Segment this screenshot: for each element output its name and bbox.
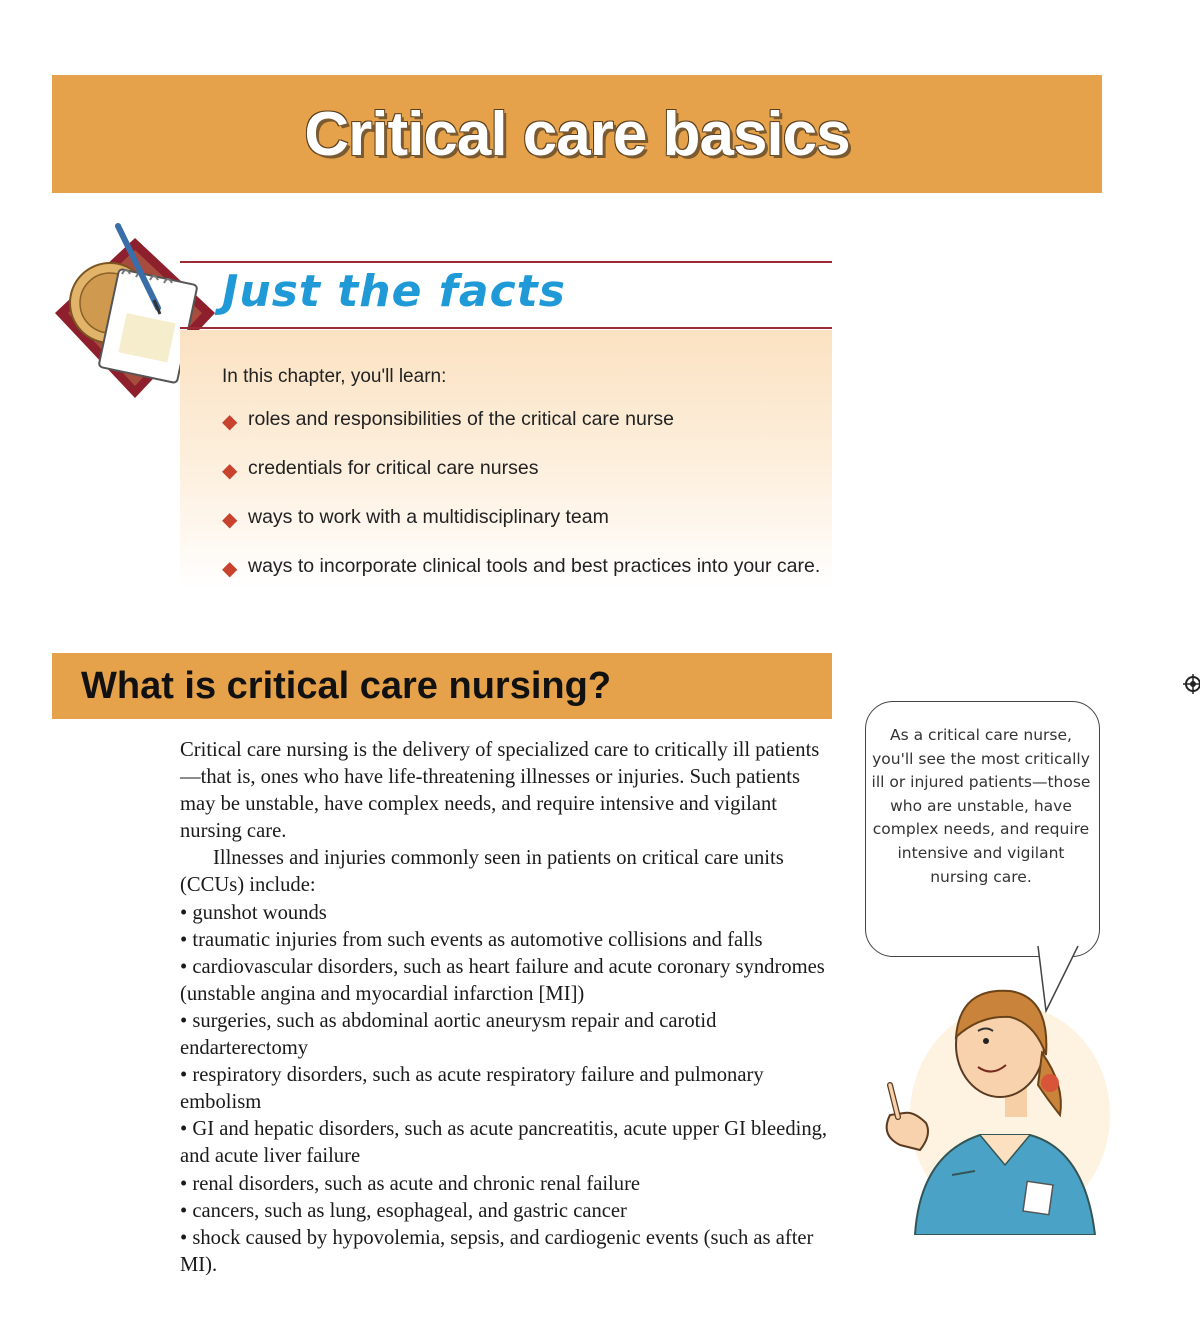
- facts-intro: In this chapter, you'll learn:: [222, 366, 447, 387]
- paragraph: Critical care nursing is the delivery of specialized care to critically ill patients—that is, ones who have life-threatening illnesses or injuries. Such patients may be unstable, have complex needs, and require intensive and vigilant nursing care.: [180, 739, 820, 843]
- diamond-bullet-icon: ◆: [222, 411, 238, 433]
- paragraph: Illnesses and injuries commonly seen in patients on critical care units (CCUs) include:: [180, 847, 784, 897]
- list-item: • surgeries, such as abdominal aortic aneurysm repair and carotid endarterectomy: [180, 1008, 835, 1062]
- list-item: ◆ ways to incorporate clinical tools and best practices into your care.: [222, 551, 822, 582]
- list-item: • gunshot wounds: [180, 900, 835, 927]
- nurse-illustration: [860, 975, 1110, 1235]
- facts-rule-bottom: [180, 327, 832, 329]
- bubble-text: As a critical care nurse, you'll see the most critically ill or injured patients—those who are unstable, have complex needs, and require intensive and vigilant nursing care.: [871, 726, 1091, 886]
- facts-list: [222, 404, 822, 600]
- section-title: What is critical care nursing?: [81, 664, 612, 707]
- body-text: [180, 737, 835, 1279]
- list-item: • renal disorders, such as acute and chronic renal failure: [180, 1171, 835, 1198]
- list-item: ◆ roles and responsibilities of the critical care nurse: [222, 404, 822, 435]
- ccu-list: [180, 900, 835, 1279]
- diamond-bullet-icon: ◆: [222, 509, 238, 531]
- registration-mark-icon: [1183, 674, 1200, 694]
- section-banner: [52, 653, 832, 719]
- list-item: • traumatic injuries from such events as automotive collisions and falls: [180, 927, 835, 954]
- list-item: • cardiovascular disorders, such as heart failure and acute coronary syndromes (unstable angina and myocardial infarction [MI]): [180, 954, 835, 1008]
- list-item: • shock caused by hypovolemia, sepsis, and cardiogenic events (such as after MI).: [180, 1225, 835, 1279]
- chapter-banner: [52, 75, 1102, 193]
- diamond-bullet-icon: ◆: [222, 558, 238, 580]
- list-item: • cancers, such as lung, esophageal, and gastric cancer: [180, 1198, 835, 1225]
- list-item: • GI and hepatic disorders, such as acute pancreatitis, acute upper GI bleeding, and acute liver failure: [180, 1116, 835, 1170]
- diamond-bullet-icon: ◆: [222, 460, 238, 482]
- list-item: • respiratory disorders, such as acute respiratory failure and pulmonary embolism: [180, 1062, 835, 1116]
- facts-rule-top: [180, 261, 832, 263]
- chapter-title: Critical care basics: [304, 99, 850, 169]
- list-item: ◆ credentials for critical care nurses: [222, 453, 822, 484]
- list-item: ◆ ways to work with a multidisciplinary team: [222, 502, 822, 533]
- facts-heading: Just the facts: [222, 266, 566, 317]
